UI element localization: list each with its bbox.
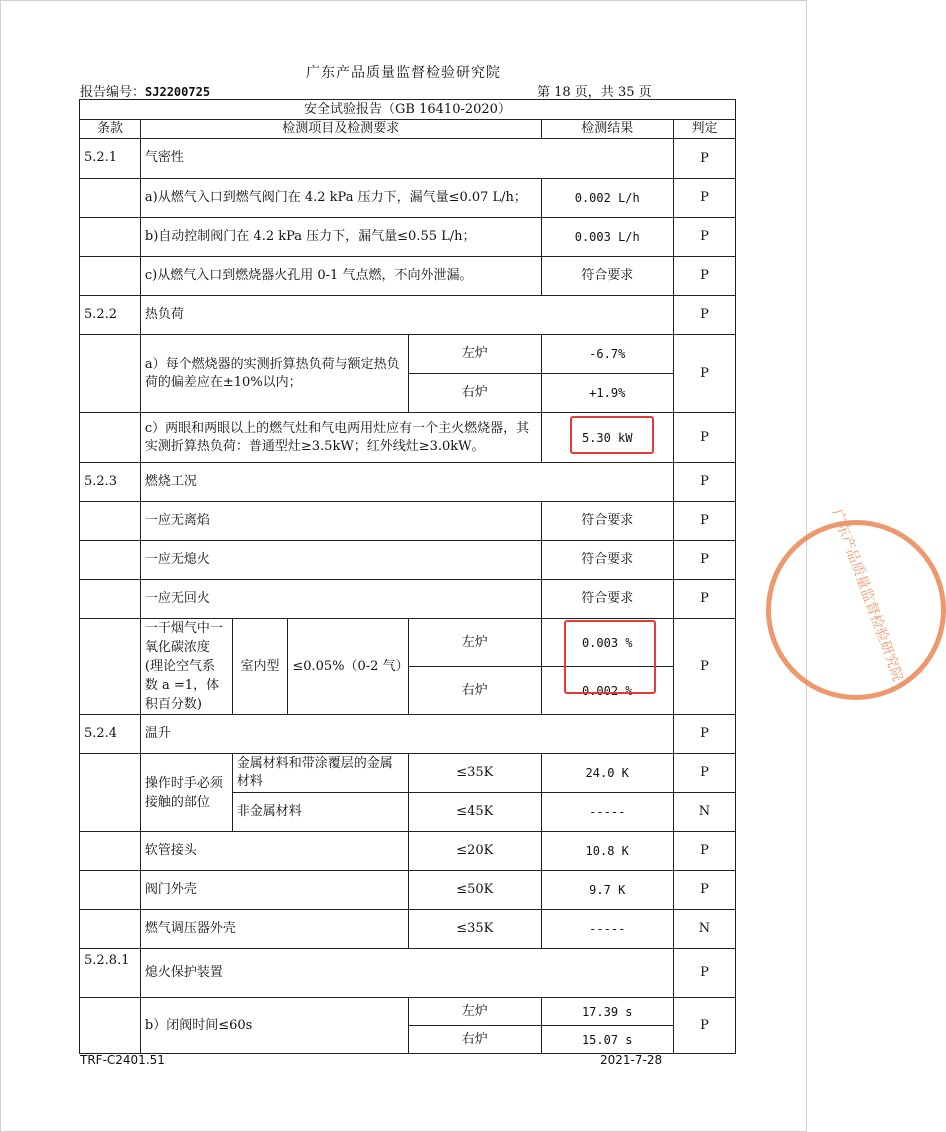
item-cell: 一应无离焰 — [140, 502, 541, 541]
col-clause: 条款 — [80, 120, 141, 139]
type-cell: 室内型 — [232, 619, 288, 715]
table-row — [80, 871, 736, 910]
table-row — [80, 139, 736, 179]
verdict-cell: P — [673, 619, 735, 715]
highlight-box-heat-load — [570, 416, 654, 454]
clause-cell: 5.2.8.1 — [80, 949, 141, 998]
empty-cell — [80, 413, 141, 463]
result-cell: 符合要求 — [541, 541, 673, 580]
result-cell: +1.9% — [541, 374, 673, 413]
safety-test-table — [79, 99, 736, 1054]
item-cell: a）每个燃烧器的实测折算热负荷与额定热负荷的偏差应在±10%以内； — [140, 335, 408, 413]
footer-date: 2021-7-28 — [600, 1053, 663, 1067]
verdict-cell: N — [673, 793, 735, 832]
table-title-row — [80, 100, 736, 120]
empty-cell — [80, 541, 141, 580]
col-verdict: 判定 — [673, 120, 735, 139]
item-cell: a)从燃气入口到燃气阀门在 4.2 kPa 压力下，漏气量≤0.07 L/h； — [140, 179, 541, 218]
section-title: 熄火保护装置 — [140, 949, 673, 998]
table-row — [80, 998, 736, 1026]
limit-cell: ≤50K — [409, 871, 541, 910]
table-title: 安全试验报告（GB 16410-2020） — [80, 100, 736, 120]
verdict-cell: N — [673, 910, 735, 949]
verdict-cell: P — [673, 139, 735, 179]
table-row — [80, 832, 736, 871]
col-item: 检测项目及检测要求 — [140, 120, 541, 139]
result-cell: ----- — [541, 793, 673, 832]
item-cell: b）闭阀时间≤60s — [140, 998, 408, 1054]
verdict-cell: P — [673, 413, 735, 463]
result-cell: 9.7 K — [541, 871, 673, 910]
empty-cell — [80, 502, 141, 541]
burner-label: 右炉 — [409, 667, 541, 715]
item-cell: 软管接头 — [140, 832, 408, 871]
empty-cell — [80, 832, 141, 871]
verdict-cell: P — [673, 218, 735, 257]
result-cell: 17.39 s — [541, 998, 673, 1026]
empty-cell — [80, 619, 141, 715]
verdict-cell: P — [673, 541, 735, 580]
verdict-cell: P — [673, 257, 735, 296]
limit-cell: ≤35K — [409, 910, 541, 949]
section-title: 温升 — [140, 715, 673, 754]
table-row — [80, 218, 736, 257]
result-cell: 10.8 K — [541, 832, 673, 871]
stamp-text: 广东产品质量监督检验研究院 — [828, 507, 906, 684]
clause-cell: 5.2.2 — [80, 296, 141, 335]
result-cell: ----- — [541, 910, 673, 949]
table-row — [80, 754, 736, 793]
empty-cell — [80, 910, 141, 949]
empty-cell — [80, 218, 141, 257]
table-row — [80, 580, 736, 619]
item-cell: c）两眼和两眼以上的燃气灶和气电两用灶应有一个主火燃烧器，其实测折算热负荷：普通型灶≥3.5kW；红外线灶≥3.0kW。 — [140, 413, 541, 463]
table-row — [80, 296, 736, 335]
result-cell: 符合要求 — [541, 257, 673, 296]
burner-label: 右炉 — [409, 374, 541, 413]
table-header-row — [80, 120, 736, 139]
verdict-cell: P — [673, 580, 735, 619]
page-info: 第 18 页，共 35 页 — [537, 85, 652, 100]
highlight-box-co-concentration — [564, 620, 656, 694]
verdict-cell: P — [673, 998, 735, 1054]
result-cell: 0.002 % — [541, 667, 673, 715]
table-row — [80, 910, 736, 949]
empty-cell — [80, 754, 141, 832]
verdict-cell: P — [673, 871, 735, 910]
material-cell: 金属材料和带涂覆层的金属材料 — [232, 754, 408, 793]
result-cell: -6.7% — [541, 335, 673, 374]
item-cell: 阀门外壳 — [140, 871, 408, 910]
table-row — [80, 541, 736, 580]
verdict-cell: P — [673, 949, 735, 998]
item-cell: 一应无回火 — [140, 580, 541, 619]
table-row — [80, 463, 736, 502]
report-number-label: 报告编号： — [80, 85, 146, 100]
section-title: 燃烧工况 — [140, 463, 673, 502]
result-cell: 0.002 L/h — [541, 179, 673, 218]
item-cell: 燃气调压器外壳 — [140, 910, 408, 949]
section-title: 热负荷 — [140, 296, 673, 335]
clause-cell: 5.2.1 — [80, 139, 141, 179]
result-cell: 0.003 L/h — [541, 218, 673, 257]
form-number: TRF-C2401.51 — [80, 1053, 165, 1067]
burner-label: 左炉 — [409, 619, 541, 667]
result-cell: 5.30 kW — [541, 413, 673, 463]
limit-cell: ≤35K — [409, 754, 541, 793]
result-cell: 24.0 K — [541, 754, 673, 793]
empty-cell — [80, 335, 141, 413]
verdict-cell: P — [673, 832, 735, 871]
organization-title: 广东产品质量监督检验研究院 — [306, 65, 501, 81]
item-cell: b)自动控制阀门在 4.2 kPa 压力下，漏气量≤0.55 L/h； — [140, 218, 541, 257]
empty-cell — [80, 998, 141, 1054]
table-row — [80, 179, 736, 218]
empty-cell — [80, 580, 141, 619]
report-number — [80, 81, 210, 100]
clause-cell: 5.2.4 — [80, 715, 141, 754]
table-row — [80, 257, 736, 296]
limit-cell: ≤20K — [409, 832, 541, 871]
empty-cell — [80, 871, 141, 910]
result-cell: 符合要求 — [541, 580, 673, 619]
item-cell: 一干烟气中一氧化碳浓度(理论空气系数 a =1，体积百分数) — [140, 619, 232, 715]
clause-cell: 5.2.3 — [80, 463, 141, 502]
material-cell: 非金属材料 — [232, 793, 408, 832]
official-stamp — [766, 507, 946, 700]
verdict-cell: P — [673, 296, 735, 335]
limit-cell: ≤45K — [409, 793, 541, 832]
col-result: 检测结果 — [541, 120, 673, 139]
table-row — [80, 335, 736, 374]
empty-cell — [80, 179, 141, 218]
burner-label: 左炉 — [409, 335, 541, 374]
item-cell: c)从燃气入口到燃烧器火孔用 0-1 气点燃，不向外泄漏。 — [140, 257, 541, 296]
item-cell: 一应无熄火 — [140, 541, 541, 580]
empty-cell — [80, 257, 141, 296]
table-row — [80, 715, 736, 754]
verdict-cell: P — [673, 335, 735, 413]
item-cell: 操作时手必须接触的部位 — [140, 754, 232, 832]
result-cell: 0.003 % — [541, 619, 673, 667]
result-cell: 符合要求 — [541, 502, 673, 541]
verdict-cell: P — [673, 754, 735, 793]
burner-label: 左炉 — [409, 998, 541, 1026]
verdict-cell: P — [673, 463, 735, 502]
table-row — [80, 502, 736, 541]
verdict-cell: P — [673, 502, 735, 541]
limit-cell: ≤0.05%（0-2 气） — [288, 619, 409, 715]
report-number-value: SJ2200725 — [145, 85, 211, 99]
burner-label: 右炉 — [409, 1026, 541, 1054]
section-title: 气密性 — [140, 139, 673, 179]
table-row — [80, 949, 736, 998]
verdict-cell: P — [673, 715, 735, 754]
verdict-cell: P — [673, 179, 735, 218]
result-cell: 15.07 s — [541, 1026, 673, 1054]
